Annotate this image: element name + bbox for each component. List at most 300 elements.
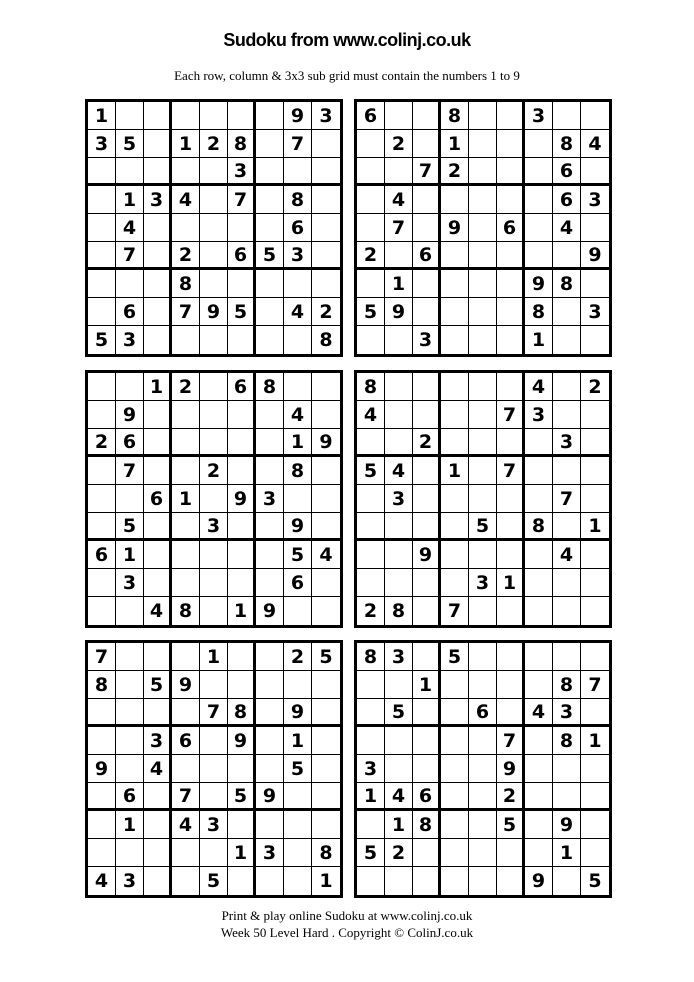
- sudoku-cell: [172, 541, 200, 569]
- sudoku-cell: 9: [256, 783, 284, 811]
- sudoku-cell: [200, 727, 228, 755]
- sudoku-grid-1: [85, 99, 343, 357]
- sudoku-cell: 1: [441, 130, 469, 158]
- sudoku-cell: [469, 783, 497, 811]
- sudoku-cell: [312, 811, 340, 839]
- sudoku-cell: [385, 242, 413, 270]
- sudoku-cell: [553, 326, 581, 354]
- sudoku-cell: 6: [413, 242, 441, 270]
- sudoku-cell: [413, 727, 441, 755]
- sudoku-cell: 1: [116, 541, 144, 569]
- sudoku-cell: [144, 643, 172, 671]
- sudoku-cell: 1: [144, 373, 172, 401]
- sudoku-cell: 6: [497, 214, 525, 242]
- sudoku-cell: [116, 839, 144, 867]
- sudoku-cell: 7: [88, 643, 116, 671]
- sudoku-cell: [441, 699, 469, 727]
- sudoku-cell: [413, 270, 441, 298]
- sudoku-cell: [469, 727, 497, 755]
- sudoku-cell: [172, 699, 200, 727]
- sudoku-cell: [385, 373, 413, 401]
- sudoku-cell: 9: [312, 429, 340, 457]
- sudoku-cell: [413, 597, 441, 625]
- sudoku-cell: 5: [116, 130, 144, 158]
- sudoku-cell: 7: [284, 130, 312, 158]
- sudoku-cell: 4: [144, 597, 172, 625]
- sudoku-cell: [200, 783, 228, 811]
- sudoku-cell: 6: [553, 158, 581, 186]
- sudoku-cell: [441, 485, 469, 513]
- sudoku-cell: [553, 867, 581, 895]
- sudoku-cell: 6: [553, 186, 581, 214]
- sudoku-cell: [385, 671, 413, 699]
- sudoku-cell: 6: [284, 214, 312, 242]
- sudoku-cell: 2: [200, 130, 228, 158]
- sudoku-cell: [200, 214, 228, 242]
- sudoku-cell: 1: [413, 671, 441, 699]
- sudoku-cell: [144, 242, 172, 270]
- sudoku-cell: 9: [525, 270, 553, 298]
- sudoku-cell: 2: [385, 839, 413, 867]
- sudoku-cell: [144, 839, 172, 867]
- sudoku-cell: [385, 429, 413, 457]
- sudoku-cell: 7: [441, 597, 469, 625]
- sudoku-cell: [581, 699, 609, 727]
- sudoku-cell: [312, 242, 340, 270]
- sudoku-cell: [172, 839, 200, 867]
- sudoku-cell: [497, 671, 525, 699]
- sudoku-cell: [200, 102, 228, 130]
- sudoku-cell: 1: [200, 643, 228, 671]
- sudoku-cell: 9: [581, 242, 609, 270]
- sudoku-cell: [200, 373, 228, 401]
- sudoku-cell: [256, 457, 284, 485]
- sudoku-cell: [88, 513, 116, 541]
- sudoku-cell: [413, 867, 441, 895]
- sudoku-cell: [228, 569, 256, 597]
- sudoku-cell: 1: [172, 485, 200, 513]
- sudoku-cell: [228, 457, 256, 485]
- sudoku-cell: 8: [553, 671, 581, 699]
- sudoku-cell: [200, 270, 228, 298]
- sudoku-cell: 5: [88, 326, 116, 354]
- sudoku-cell: [497, 485, 525, 513]
- sudoku-cell: 5: [228, 298, 256, 326]
- sudoku-cell: [256, 298, 284, 326]
- sudoku-cell: [357, 671, 385, 699]
- sudoku-cell: 3: [581, 186, 609, 214]
- sudoku-cell: 1: [172, 130, 200, 158]
- sudoku-cell: [525, 214, 553, 242]
- sudoku-cell: [172, 401, 200, 429]
- sudoku-cell: 3: [144, 727, 172, 755]
- sudoku-cell: [200, 671, 228, 699]
- sudoku-cell: [469, 158, 497, 186]
- sudoku-grid-6: [354, 640, 612, 898]
- sudoku-cell: 5: [469, 513, 497, 541]
- sudoku-cell: [581, 326, 609, 354]
- sudoku-cell: 6: [413, 783, 441, 811]
- sudoku-cell: 7: [116, 457, 144, 485]
- sudoku-cell: [469, 671, 497, 699]
- sudoku-cell: [200, 755, 228, 783]
- sudoku-cell: [88, 569, 116, 597]
- sudoku-cell: [413, 755, 441, 783]
- sudoku-cell: [256, 429, 284, 457]
- sudoku-cell: [413, 214, 441, 242]
- sudoku-cell: [497, 158, 525, 186]
- sudoku-cell: [553, 373, 581, 401]
- sudoku-cell: 4: [553, 541, 581, 569]
- sudoku-cell: [441, 811, 469, 839]
- sudoku-cell: 4: [284, 401, 312, 429]
- sudoku-cell: [441, 242, 469, 270]
- sudoku-cell: [116, 373, 144, 401]
- sudoku-cell: [312, 755, 340, 783]
- sudoku-cell: [553, 597, 581, 625]
- sudoku-cell: [312, 130, 340, 158]
- sudoku-cell: [144, 783, 172, 811]
- sudoku-cell: [553, 755, 581, 783]
- sudoku-cell: 7: [553, 485, 581, 513]
- sudoku-cell: 9: [441, 214, 469, 242]
- sudoku-cell: [357, 429, 385, 457]
- sudoku-cell: [228, 513, 256, 541]
- sudoku-cell: [284, 839, 312, 867]
- sudoku-cell: [284, 671, 312, 699]
- sudoku-cell: 7: [413, 158, 441, 186]
- sudoku-cell: [581, 102, 609, 130]
- sudoku-cell: [357, 569, 385, 597]
- sudoku-cell: [284, 373, 312, 401]
- sudoku-cell: [200, 242, 228, 270]
- sudoku-cell: [469, 130, 497, 158]
- sudoku-cell: [441, 513, 469, 541]
- sudoku-cell: 4: [581, 130, 609, 158]
- page-title: Sudoku from www.colinj.co.uk: [223, 30, 471, 50]
- sudoku-cell: [357, 867, 385, 895]
- sudoku-cell: [172, 569, 200, 597]
- sudoku-cell: [284, 811, 312, 839]
- sudoku-cell: [284, 867, 312, 895]
- sudoku-cell: [256, 401, 284, 429]
- sudoku-cell: [469, 485, 497, 513]
- sudoku-cell: [441, 186, 469, 214]
- sudoku-cell: [413, 457, 441, 485]
- sudoku-cell: 1: [385, 270, 413, 298]
- sudoku-cell: [284, 270, 312, 298]
- sudoku-cell: 5: [357, 457, 385, 485]
- sudoku-cell: [525, 811, 553, 839]
- sudoku-cell: [441, 326, 469, 354]
- sudoku-cell: [497, 643, 525, 671]
- sudoku-cell: [256, 270, 284, 298]
- sudoku-cell: [200, 429, 228, 457]
- sudoku-cell: [256, 541, 284, 569]
- sudoku-cell: [144, 158, 172, 186]
- sudoku-cell: 6: [228, 373, 256, 401]
- sudoku-cell: 1: [497, 569, 525, 597]
- sudoku-cell: 8: [228, 130, 256, 158]
- sudoku-cell: [357, 158, 385, 186]
- sudoku-cell: [497, 102, 525, 130]
- sudoku-cell: [525, 541, 553, 569]
- sudoku-cell: [553, 102, 581, 130]
- sudoku-cell: [312, 727, 340, 755]
- sudoku-cell: [525, 429, 553, 457]
- sudoku-cell: [256, 643, 284, 671]
- sudoku-cell: [413, 513, 441, 541]
- sudoku-cell: [553, 643, 581, 671]
- sudoku-cell: [144, 513, 172, 541]
- sudoku-cell: [228, 102, 256, 130]
- sudoku-cell: [116, 643, 144, 671]
- sudoku-cell: [172, 867, 200, 895]
- sudoku-cell: 3: [413, 326, 441, 354]
- sudoku-cell: 4: [172, 186, 200, 214]
- sudoku-cell: [144, 130, 172, 158]
- sudoku-cell: 3: [525, 102, 553, 130]
- sudoku-cell: [385, 541, 413, 569]
- sudoku-cell: [553, 783, 581, 811]
- sudoku-cell: [385, 867, 413, 895]
- sudoku-cell: 8: [357, 373, 385, 401]
- sudoku-cell: [144, 867, 172, 895]
- sudoku-cell: 1: [581, 513, 609, 541]
- sudoku-cell: 5: [284, 755, 312, 783]
- sudoku-cell: 8: [553, 270, 581, 298]
- sudoku-cell: [284, 158, 312, 186]
- sudoku-cell: [581, 597, 609, 625]
- sudoku-cell: 4: [385, 783, 413, 811]
- sudoku-cell: [312, 270, 340, 298]
- sudoku-cell: 5: [284, 541, 312, 569]
- sudoku-cell: 3: [228, 158, 256, 186]
- sudoku-cell: [497, 373, 525, 401]
- sudoku-cell: 8: [413, 811, 441, 839]
- sudoku-cell: 2: [284, 643, 312, 671]
- sudoku-cell: [413, 839, 441, 867]
- sudoku-cell: [581, 643, 609, 671]
- sudoku-cell: 2: [172, 242, 200, 270]
- sudoku-cell: [312, 569, 340, 597]
- sudoku-cell: [172, 102, 200, 130]
- sudoku-cell: [228, 326, 256, 354]
- sudoku-cell: [228, 671, 256, 699]
- sudoku-cell: [581, 755, 609, 783]
- sudoku-cell: [88, 457, 116, 485]
- sudoku-cell: 5: [312, 643, 340, 671]
- sudoku-cell: [581, 158, 609, 186]
- sudoku-cell: 6: [469, 699, 497, 727]
- sudoku-cell: [385, 727, 413, 755]
- sudoku-cell: 7: [228, 186, 256, 214]
- sudoku-cell: [116, 727, 144, 755]
- sudoku-cell: 2: [172, 373, 200, 401]
- sudoku-cell: 3: [284, 242, 312, 270]
- sudoku-cell: [497, 130, 525, 158]
- sudoku-cell: [469, 401, 497, 429]
- sudoku-cell: [200, 569, 228, 597]
- sudoku-cell: [88, 839, 116, 867]
- sudoku-cell: 5: [385, 699, 413, 727]
- sudoku-cell: 2: [385, 130, 413, 158]
- sudoku-cell: 3: [200, 811, 228, 839]
- sudoku-cell: [312, 186, 340, 214]
- sudoku-cell: 7: [172, 298, 200, 326]
- sudoku-cell: [228, 541, 256, 569]
- sudoku-cell: [497, 541, 525, 569]
- sudoku-cell: [441, 839, 469, 867]
- sudoku-cell: [497, 326, 525, 354]
- sudoku-cell: 8: [319, 329, 333, 351]
- sudoku-cell: [116, 755, 144, 783]
- sudoku-cell: 8: [172, 270, 200, 298]
- sudoku-cell: 2: [497, 783, 525, 811]
- sudoku-cell: 4: [525, 699, 553, 727]
- sudoku-cell: 9: [228, 727, 256, 755]
- sudoku-cell: [144, 429, 172, 457]
- sudoku-cell: 7: [385, 214, 413, 242]
- sudoku-cell: [88, 298, 116, 326]
- sudoku-cell: [144, 569, 172, 597]
- sudoku-cell: 3: [385, 485, 413, 513]
- sudoku-cell: 8: [228, 699, 256, 727]
- sudoku-cell: [284, 485, 312, 513]
- sudoku-grid-3: [85, 370, 343, 628]
- sudoku-cell: [581, 811, 609, 839]
- sudoku-cell: 9: [553, 811, 581, 839]
- sudoku-cell: [581, 783, 609, 811]
- sudoku-cell: [144, 298, 172, 326]
- sudoku-cell: 6: [144, 485, 172, 513]
- sudoku-cell: [525, 643, 553, 671]
- sudoku-cell: [525, 569, 553, 597]
- sudoku-cell: [88, 811, 116, 839]
- sudoku-cell: [200, 597, 228, 625]
- sudoku-cell: [144, 326, 172, 354]
- sudoku-cell: [469, 242, 497, 270]
- sudoku-cell: [116, 597, 144, 625]
- sudoku-cell: [312, 158, 340, 186]
- sudoku-cell: 4: [357, 401, 385, 429]
- sudoku-cell: [441, 569, 469, 597]
- sudoku-cell: 1: [385, 811, 413, 839]
- sudoku-cell: [553, 513, 581, 541]
- sudoku-cell: [469, 643, 497, 671]
- sudoku-cell: 8: [284, 457, 312, 485]
- sudoku-cell: 4: [284, 298, 312, 326]
- sudoku-cell: [525, 186, 553, 214]
- sudoku-cell: [284, 783, 312, 811]
- sudoku-cell: 3: [385, 643, 413, 671]
- sudoku-cell: [200, 326, 228, 354]
- sudoku-cell: 3: [312, 102, 340, 130]
- sudoku-cell: [441, 755, 469, 783]
- sudoku-cell: 5: [588, 870, 602, 892]
- sudoku-cell: [312, 485, 340, 513]
- sudoku-cell: [385, 158, 413, 186]
- sudoku-cell: [469, 298, 497, 326]
- sudoku-cell: [413, 699, 441, 727]
- sudoku-cell: 8: [441, 102, 469, 130]
- sudoku-cell: [497, 699, 525, 727]
- sudoku-cell: 9: [172, 671, 200, 699]
- sudoku-cell: 6: [284, 569, 312, 597]
- sudoku-cell: [525, 130, 553, 158]
- sudoku-cell: [357, 186, 385, 214]
- sudoku-cell: 8: [525, 298, 553, 326]
- sudoku-cell: 6: [116, 429, 144, 457]
- sudoku-cell: 3: [581, 298, 609, 326]
- sudoku-cell: [525, 485, 553, 513]
- sudoku-cell: [469, 839, 497, 867]
- sudoku-cell: 3: [116, 569, 144, 597]
- sudoku-cell: [312, 373, 340, 401]
- sudoku-cell: 1: [228, 597, 256, 625]
- sudoku-cell: [312, 699, 340, 727]
- sudoku-cell: [441, 270, 469, 298]
- sudoku-cell: 8: [88, 671, 116, 699]
- sudoku-cell: [581, 541, 609, 569]
- sudoku-cell: [88, 214, 116, 242]
- sudoku-cell: [441, 783, 469, 811]
- sudoku-cell: 5: [116, 513, 144, 541]
- sudoku-cell: [581, 569, 609, 597]
- sudoku-cell: [497, 298, 525, 326]
- sudoku-cell: [116, 699, 144, 727]
- sudoku-cell: 1: [228, 839, 256, 867]
- sudoku-cell: [553, 457, 581, 485]
- sudoku-cell: [413, 485, 441, 513]
- sudoku-cell: 6: [357, 102, 385, 130]
- sudoku-cell: [256, 755, 284, 783]
- sudoku-cell: 8: [553, 727, 581, 755]
- sudoku-cell: [581, 401, 609, 429]
- sudoku-cell: [553, 298, 581, 326]
- sudoku-cell: [469, 373, 497, 401]
- sudoku-cell: 2: [441, 158, 469, 186]
- sudoku-cell: 9: [413, 541, 441, 569]
- sudoku-cell: 8: [385, 597, 413, 625]
- sudoku-cell: 1: [284, 727, 312, 755]
- sudoku-cell: [200, 485, 228, 513]
- sudoku-cell: [88, 186, 116, 214]
- sudoku-cell: 6: [116, 783, 144, 811]
- sudoku-cell: [172, 457, 200, 485]
- sudoku-cell: 2: [88, 429, 116, 457]
- sudoku-cell: 2: [581, 373, 609, 401]
- sudoku-cell: [385, 569, 413, 597]
- sudoku-cell: [553, 242, 581, 270]
- sudoku-cell: [469, 457, 497, 485]
- sudoku-cell: 4: [144, 755, 172, 783]
- sudoku-cell: [441, 867, 469, 895]
- sudoku-cell: [469, 186, 497, 214]
- sudoku-cell: [525, 783, 553, 811]
- sudoku-cell: [172, 755, 200, 783]
- sudoku-cell: [256, 727, 284, 755]
- sudoku-cell: [88, 727, 116, 755]
- sudoku-cell: 8: [172, 597, 200, 625]
- sudoku-cell: [385, 102, 413, 130]
- sudoku-cell: [497, 429, 525, 457]
- sudoku-cell: 5: [357, 298, 385, 326]
- sudoku-cell: [357, 270, 385, 298]
- sudoku-cell: [144, 102, 172, 130]
- sudoku-cell: [525, 242, 553, 270]
- sudoku-cell: 6: [88, 541, 116, 569]
